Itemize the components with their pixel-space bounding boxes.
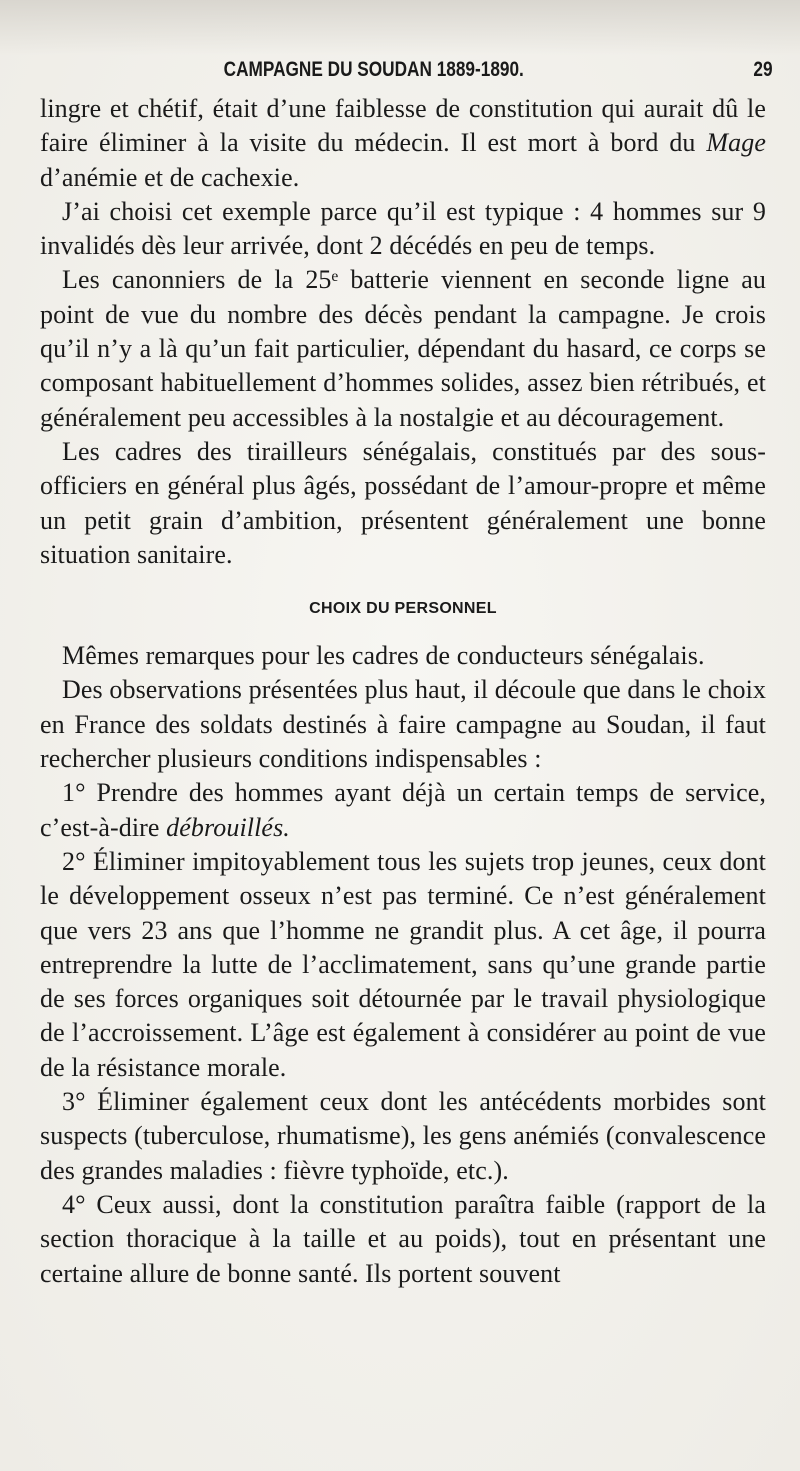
list-item bbox=[40, 776, 766, 845]
page-top-shading bbox=[0, 0, 800, 55]
body-text bbox=[40, 92, 766, 1291]
paragraph-text: 1° Prendre des hommes ayant déjà un certain temps de service, c’est-à-dire bbox=[40, 778, 766, 842]
paragraph: Mêmes remarques pour les cadres de conducteurs sénégalais. bbox=[62, 641, 705, 671]
list-item: 4° Ceux aussi, dont la constitution paraîtra faible (rapport de la section thoracique à la taille et au poids), tout en présentant une certaine allure de bonne santé. Ils portent souvent bbox=[40, 1189, 766, 1288]
running-head bbox=[40, 58, 773, 88]
running-title: CAMPAGNE DU SOUDAN 1889-1890. bbox=[223, 58, 524, 81]
paragraph-text: d’anémie et de cachexie. bbox=[40, 162, 300, 192]
paragraph: Les cadres des tirailleurs sénégalais, constitués par des sous-officiers en général plus âgés, possédant de l’amour-propre et même un petit grain d’ambition, présentent généralement une bonne situation sanitaire. bbox=[40, 436, 766, 569]
ship-name: Mage bbox=[706, 128, 766, 158]
paragraph: Les canonniers de la 25ᵉ batterie viennent en seconde ligne au point de vue du nombre des décès pendant la campagne. Je crois qu’il n’y a là qu’un fait particulier, dépendant du hasard, ce corps se composant habituellement d’hommes solides, assez bien rétribués, et généralement peu accessibles à la nostalgie et au découragement. bbox=[40, 265, 766, 432]
paragraph bbox=[40, 92, 766, 195]
list-item: 3° Éliminer également ceux dont les antécédents morbides sont suspects (tuberculose, rhumatisme), les gens anémiés (convalescence des grandes maladies : fièvre typhoïde, etc.). bbox=[40, 1087, 766, 1185]
list-item: 2° Éliminer impitoyablement tous les sujets trop jeunes, ceux dont le développement osseux n’est pas terminé. Ce n’est généralement que vers 23 ans que l’homme ne grandit plus. A cet âge, il pourra entreprendre la lutte de l’acclimatement, sans qu’une grande partie de ses forces organiques soit détournée par le travail physiologique de l’accroissement. L’âge est également à considérer au point de vue de la résistance morale. bbox=[40, 846, 766, 1082]
page-number: 29 bbox=[753, 58, 773, 81]
paragraph: Des observations présentées plus haut, il découle que dans le choix en France des soldats destinés à faire campagne au Soudan, il faut rechercher plusieurs conditions indispensables : bbox=[40, 675, 766, 774]
paragraph: J’ai choisi cet exemple parce qu’il est typique : 4 hommes sur 9 invalidés dès leur arrivée, dont 2 décédés en peu de temps. bbox=[40, 196, 766, 261]
section-heading: CHOIX DU PERSONNEL bbox=[309, 600, 497, 618]
paragraph-text: lingre et chétif, était d’une faiblesse de constitution qui aurait dû le faire éliminer à la visite du médecin. Il est mort à bord du bbox=[40, 94, 766, 158]
emphasis: débrouillés. bbox=[166, 812, 290, 842]
